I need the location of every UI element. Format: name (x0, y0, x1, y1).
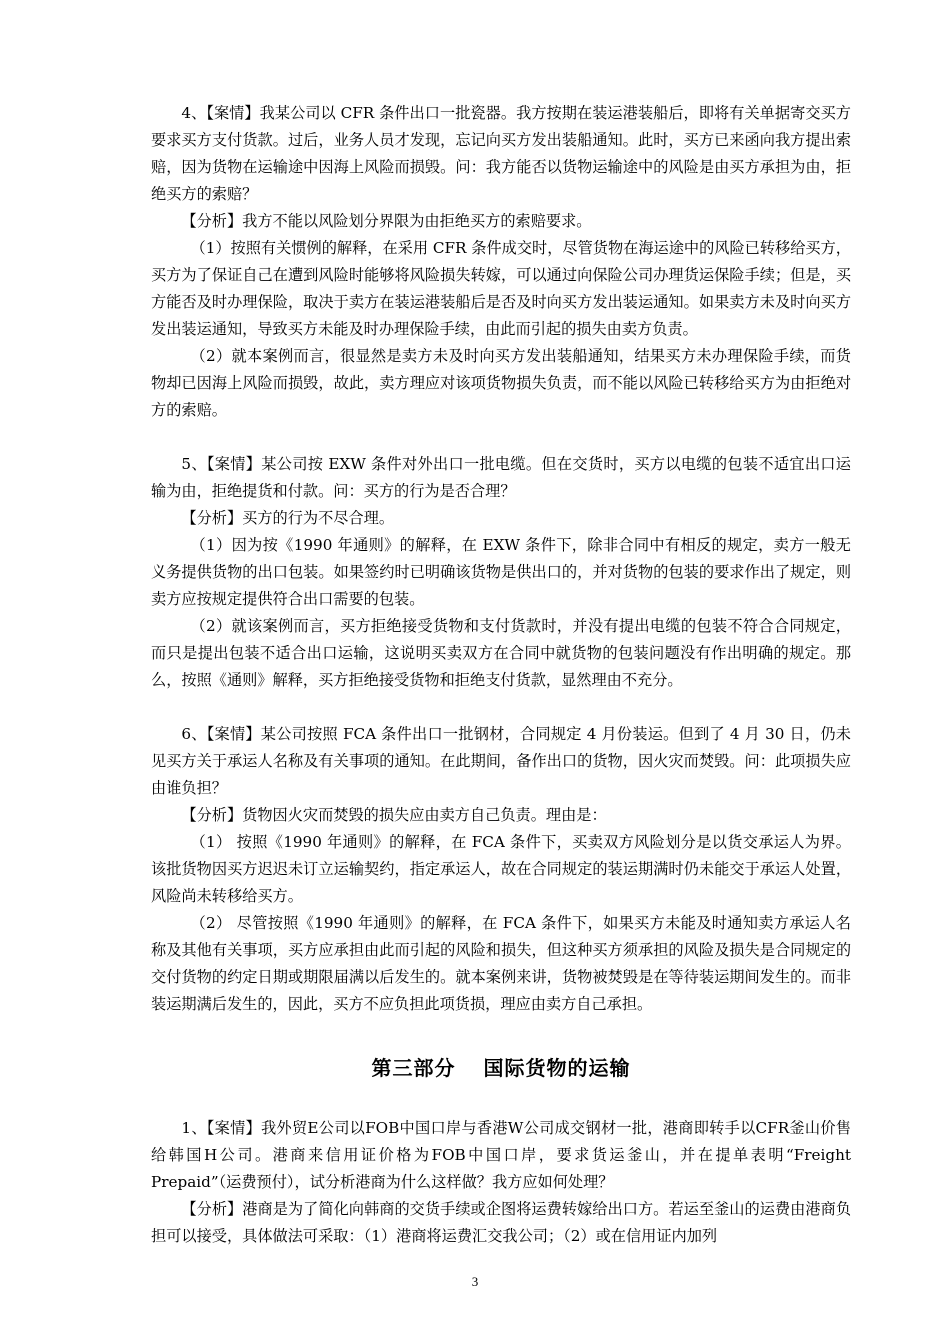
case4-point1: （1）按照有关惯例的解释，在采用 CFR 条件成交时，尽管货物在海运途中的风险已转移给买方，买方为了保证自己在遭到风险时能够将风险损失转嫁，可以通过向保险公司办理货运保险手续；但是，买方能否及时办理保险，取决于卖方在装运港装船后是否及时向买方发出装运通知。如果卖方未及时向买方发出装运通知，导致买方未能及时办理保险手续，由此而引起的损失由卖方负责。 (151, 239, 851, 338)
page-number: 3 (471, 1274, 479, 1289)
case1-description: 1、【案情】我外贸E公司以FOB中国口岸与香港W公司成交钢材一批，港商即转手以CFR釜山价售给韩国H公司。港商来信用证价格为FOB中国口岸，要求货运釜山，并在提单表明“Freight Prepaid”（运费预付），试分析港商为什么这样做？我方应如何处理？ (151, 1119, 851, 1191)
case5-point2: （2）就该案例而言，买方拒绝接受货物和支付货款时，并没有提出电缆的包装不符合合同规定，而只是提出包装不适合出口运输，这说明买卖双方在合同中就货物的包装问题没有作出明确的规定。那么，按照《通则》解释，买方拒绝接受货物和拒绝支付货款，显然理由不充分。 (151, 617, 851, 689)
case5-description: 5、【案情】某公司按 EXW 条件对外出口一批电缆。但在交货时，买方以电缆的包装不适宜出口运输为由，拒绝提货和付款。问：买方的行为是否合理？ (151, 455, 851, 500)
case4-point2: （2）就本案例而言，很显然是卖方未及时向买方发出装船通知，结果买方未办理保险手续，而货物却已因海上风险而损毁，故此，卖方理应对该项货物损失负责，而不能以风险已转移给买方为由拒绝对方的索赔。 (151, 347, 851, 419)
spacer (151, 424, 851, 451)
spacer (151, 1081, 851, 1115)
case6-analysis: 【分析】货物因火灾而焚毁的损失应由卖方自己负责。理由是： (181, 806, 607, 824)
section-title: 国际货物的运输 (483, 1056, 631, 1080)
spacer (151, 694, 851, 721)
case6-point2: （2） 尽管按照《1990 年通则》的解释，在 FCA 条件下，如果买方未能及时通知卖方承运人名称及其他有关事项，买方应承担由此而引起的风险和损失，但这种买方须承担的风险及损失是合同规定的交付货物的约定日期或期限届满以后发生的。就本案例来讲，货物被焚毁是在等待装运期间发生的。而非装运期满后发生的，因此，买方不应负担此项货损，理应由卖方自己承担。 (151, 914, 851, 1013)
case5-point1: （1）因为按《1990 年通则》的解释，在 EXW 条件下，除非合同中有相反的规定，卖方一般无义务提供货物的出口包装。如果签约时已明确该货物是供出口的，并对货物的包装的要求作出了规定，则卖方应按规定提供符合出口需要的包装。 (151, 536, 851, 608)
case1-analysis: 【分析】港商是为了简化向韩商的交货手续或企图将运费转嫁给出口方。若运至釜山的运费由港商负担可以接受，具体做法可采取：（1）港商将运费汇交我公司；（2）或在信用证内加列 (151, 1200, 851, 1245)
case5-analysis: 【分析】买方的行为不尽合理。 (181, 509, 395, 527)
case6-description: 6、【案情】某公司按照 FCA 条件出口一批钢材，合同规定 4 月份装运。但到了 4 月 30 日，仍未见买方关于承运人名称及有关事项的通知。在此期间，备作出口的货物，因火灾而焚毁。问：此项损失应由谁负担？ (151, 725, 851, 797)
case6-point1: （1） 按照《1990 年通则》的解释，在 FCA 条件下，买卖双方风险划分是以货交承运人为界。该批货物因买方迟迟未订立运输契约，指定承运人，故在合同规定的装运期满时仍未能交于承运人处置，风险尚未转移给买方。 (151, 833, 851, 905)
section-heading (151, 1052, 851, 1081)
section-part: 第三部分 (371, 1056, 456, 1080)
document-body (151, 100, 851, 1250)
spacer (151, 1018, 851, 1052)
case4-description: 4、【案情】我某公司以 CFR 条件出口一批瓷器。我方按期在装运港装船后，即将有关单据寄交买方要求买方支付货款。过后，业务人员才发现，忘记向买方发出装船通知。此时，买方已来函向我方提出索赔，因为货物在运输途中因海上风险而损毁。问：我方能否以货物运输途中的风险是由买方承担为由，拒绝买方的索赔？ (151, 104, 851, 203)
case4-analysis: 【分析】我方不能以风险划分界限为由拒绝买方的索赔要求。 (181, 212, 592, 230)
